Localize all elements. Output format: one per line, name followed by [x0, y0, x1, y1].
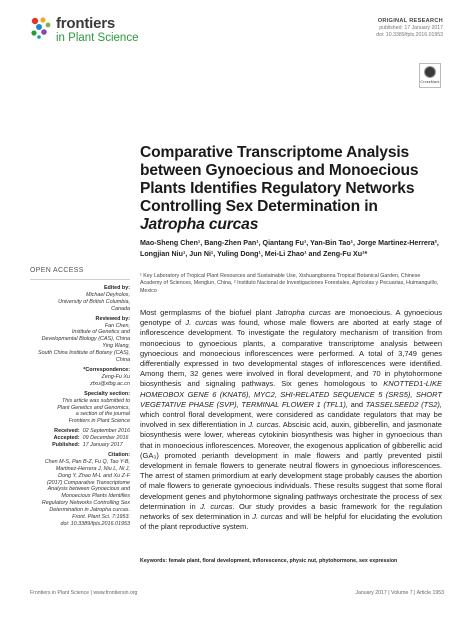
accepted-date: 09 December 2016 — [82, 435, 129, 442]
edited-by-text: Michael Deyholos, University of British Columbia, Canada — [58, 291, 130, 312]
article-type: ORIGINAL RESEARCH — [377, 18, 443, 24]
abstract-species: J. curcas — [252, 512, 283, 522]
crossmark-badge[interactable] — [419, 63, 441, 88]
author-list[interactable]: Mao-Sheng Chen¹, Bang-Zhen Pan¹, Qiantang Fu¹, Yan-Bin Tao¹, Jorge Martinez-Herrera², Longjian Niu¹, Jun Ni¹, Yuling Dong¹, Mei-Li Zhao¹ and Zeng-Fu Xu¹* — [140, 239, 439, 258]
affiliations: ¹ Key Laboratory of Tropical Plant Resources and Sustainable Use, Xishuangbanna Tropical Botanical Garden, Chinese Academy of Sciences, Menglun, China, ² Instituto Nacional de Investigaciones Forestales, Agrícolas y Pecuarias, Huimanguillo, Mexico — [140, 273, 439, 294]
abstract-text: and will be helpful for elucidating the evolution of the plant reproductive system. — [140, 512, 443, 532]
reviewed-by-label: Reviewed by: — [95, 315, 130, 322]
correspondence-text[interactable]: Zeng-Fu Xu zfxu@xtbg.ac.cn — [90, 373, 130, 387]
logo-journal-name: in Plant Science — [56, 32, 139, 44]
abstract-species: J. curcas — [200, 501, 233, 511]
crossmark-icon — [424, 66, 436, 78]
journal-logo[interactable] — [30, 16, 138, 45]
abstract-text: . Our study provides a basic framework for the regulation networks of sex determination in — [140, 501, 443, 522]
footer-issue: January 2017 | Volume 7 | Article 1953 — [355, 590, 444, 596]
reviewed-by-section — [30, 316, 130, 364]
abstract-gene-names: KNOTTED1-LIKE HOMEOBOX GENE 6 (KNAT6), MYC2, SHI-RELATED SEQUENCE 5 (SRS5), SHORT VEGETATIVE PHASE (SVP), TERMINAL FLOWER 1 (TFL1), — [140, 379, 442, 409]
open-access-label: OPEN ACCESS — [30, 266, 130, 280]
abstract-text: . Abscisic acid, auxin, gibberellin, and jasmonate biosynthesis were lower, whereas cytokinin biosynthesis was higher in gynoecious than that in monoecious inflorescences. Moreover, the exogenous application of gibberellic acid (GA₃) promoted perianth development in male flowers and partly prevented pistil development in female flowers to generate neutral flowers in gynoecious inflorescences. The arrest of stamen primordium at early development stage probably causes the abortion of male flowers to generate gynoecious individuals. These results suggest that some floral development genes and phytohormone signaling pathways orchestrate the process of sex determination in — [140, 420, 442, 511]
abstract-gene-names: TASSELSEED2 (TS2), — [365, 399, 443, 409]
citation-text: Chen M-S, Pan B-Z, Fu Q, Tao Y-B, Martinez-Herrera J, Niu L, Ni J, Dong Y, Zhao M-L and Xu Z-F (2017) Comparative Transcriptome Analysis between Gynoecious and Monoecious Plants Identifies Regulatory Networks Controlling Sex Determination in Jatropha curcas. Front. Plant Sci. 7:1953. doi: 10.3389/fpls.2016.01953 — [41, 458, 130, 527]
correspondence-section — [30, 367, 130, 388]
citation-label: Citation: — [108, 451, 130, 458]
correspondence-label: *Correspondence: — [83, 366, 130, 373]
abstract-species: Jatropha curcas — [275, 308, 331, 317]
keywords-value: female plant, floral development, inflorescence, physic nut, phytohormone, sex expression — [168, 558, 398, 564]
specialty-section — [30, 391, 130, 426]
edited-by-label: Edited by: — [103, 285, 130, 291]
title-main: Comparative Transcriptome Analysis between Gynoecious and Monoecious Plants Identifies Regulatory Networks Controlling Sex Determination in — [140, 144, 419, 215]
received-label: Received: — [54, 428, 80, 435]
abstract-text: which control floral development, were considered as candidate regulators that may be involved in sex differentiation in — [140, 410, 442, 430]
specialty-text: This article was submitted to Plant Genetics and Genomics, a section of the journal Frontiers in Plant Science — [57, 397, 130, 425]
article-meta — [376, 18, 443, 38]
article-sidebar — [30, 266, 130, 531]
keywords-label: Keywords: — [140, 558, 168, 564]
abstract-text: was found, whose male flowers are aborted at early stage of inflorescence development. To investigate the regulatory mechanism of transition from monoecious to gynoecious plants, a comparative transcriptome analysis between gynoecious and monoecious inflorescences were performed. A total of 3,749 genes differentially expressed in two developmental stages of inflorescences were identified. Among them, 32 genes were involved in floral development, and 70 in phytohormone biosynthesis and signaling pathways. Six genes homologous to — [140, 318, 442, 389]
footer-journal[interactable]: Frontiers in Plant Science | www.frontiersin.org — [30, 590, 138, 596]
citation-section — [30, 452, 130, 528]
abstract-text: are monoecious. A gynoecious genotype of — [140, 308, 442, 328]
specialty-label: Specialty section: — [84, 390, 130, 397]
article-dates — [30, 428, 130, 449]
frontiers-logo-icon — [30, 16, 52, 40]
reviewed-by-text: Fan Chen, Institute of Genetics and Developmental Biology (CAS), China Ying Wang, South China Institute of Botany (CAS), China — [38, 322, 130, 364]
keywords — [140, 558, 442, 565]
abstract-species: J. curcas — [248, 420, 279, 430]
published-date-sidebar: 17 January 2017 — [82, 442, 123, 449]
abstract-species: J. curcas — [185, 318, 218, 328]
article-doi[interactable]: doi: 10.3389/fpls.2016.01953 — [376, 31, 443, 38]
crossmark-label: CrossMark — [420, 80, 440, 84]
abstract-text: and — [347, 399, 366, 409]
published-date: published: 17 January 2017 — [379, 25, 443, 31]
article-title — [140, 144, 440, 234]
title-species: Jatropha curcas — [140, 215, 259, 233]
received-date: 02 September 2016 — [82, 428, 130, 435]
logo-name: frontiers — [56, 15, 116, 32]
published-label: Published: — [52, 442, 80, 449]
abstract-paragraph — [140, 308, 442, 532]
edited-by-section — [30, 285, 130, 313]
abstract-text: Most germplasms of the biofuel plant — [140, 308, 276, 317]
accepted-label: Accepted: — [53, 435, 80, 442]
